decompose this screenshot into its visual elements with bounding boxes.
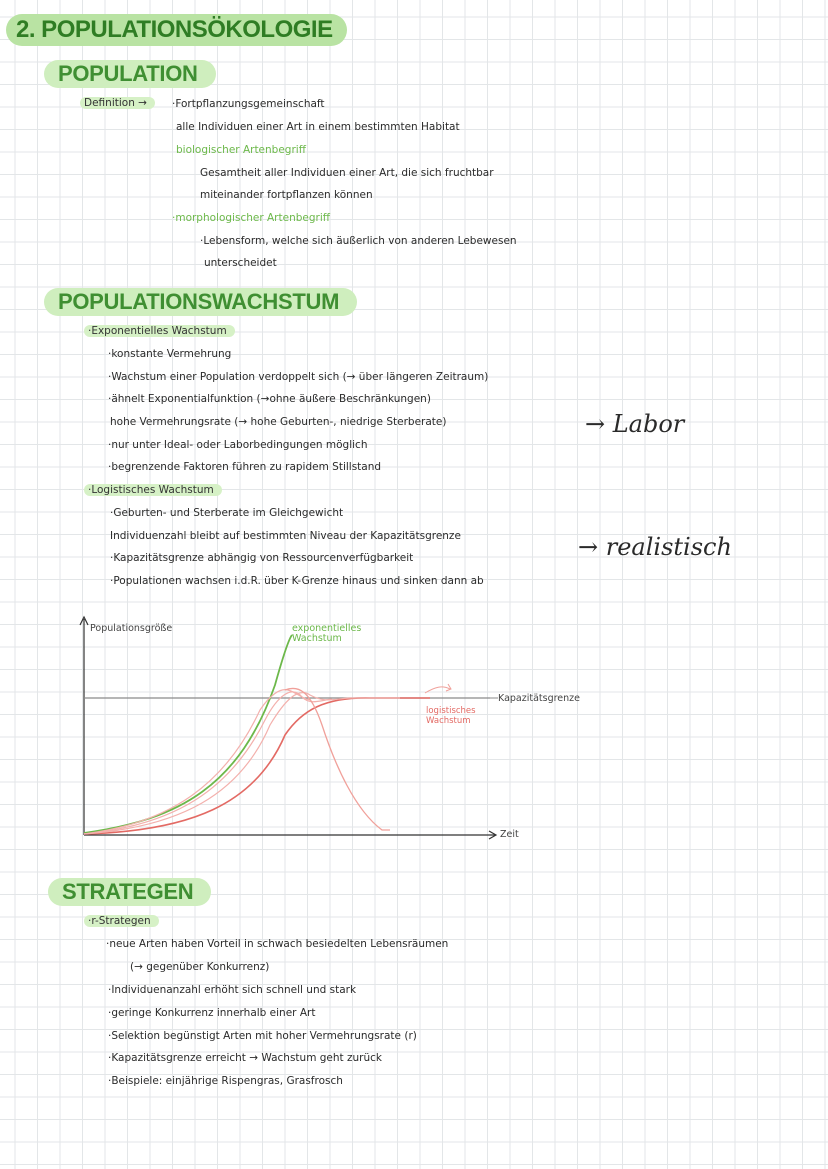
subheading-logistisch: ·Logistisches Wachstum [84, 484, 222, 496]
text-line: miteinander fortpflanzen können [200, 189, 373, 201]
text-line: (→ gegenüber Konkurrenz) [130, 961, 270, 973]
text-line: unterscheidet [204, 257, 277, 269]
note-labor: → Labor [585, 410, 685, 438]
text-line: ·Lebensform, welche sich äußerlich von anderen Lebewesen [200, 235, 517, 247]
exponential-label: exponentielles [292, 623, 362, 634]
heading-population: POPULATION [44, 60, 216, 88]
capacity-label: Kapazitätsgrenze [498, 693, 581, 704]
x-axis-label: Zeit [500, 829, 519, 840]
definition-label: Definition → [80, 97, 155, 109]
text-line: ·begrenzende Faktoren führen zu rapidem Stillstand [108, 461, 382, 473]
text-line: ·Wachstum einer Population verdoppelt sich (→ über längeren Zeitraum) [108, 371, 489, 383]
text-line: ·Kapazitätsgrenze abhängig von Ressourcenverfügbarkeit [110, 552, 414, 564]
growth-chart [70, 615, 630, 845]
text-line: ·Selektion begünstigt Arten mit hoher Vermehrungsrate (r) [108, 1030, 417, 1042]
heading-strategen: STRATEGEN [48, 878, 211, 906]
logistic-curve-4 [84, 690, 310, 834]
text-line: ·Individuenanzahl erhöht sich schnell und stark [108, 984, 357, 996]
logistic-tail-arrow [425, 684, 451, 693]
text-line: ·Kapazitätsgrenze erreicht → Wachstum geht zurück [108, 1052, 382, 1064]
subheading-exponentiell: ·Exponentielles Wachstum [84, 325, 235, 337]
subheading-morphologisch: ·morphologischer Artenbegriff [172, 212, 330, 224]
page-title: 2. POPULATIONSÖKOLOGIE [6, 14, 347, 46]
text-line: ·Beispiele: einjährige Rispengras, Grasfrosch [108, 1075, 343, 1087]
logistic-label-2: Wachstum [426, 716, 471, 726]
text-line: ·nur unter Ideal- oder Laborbedingungen möglich [108, 439, 368, 451]
y-axis-label: Populationsgröße [90, 623, 173, 634]
text-line: ·konstante Vermehrung [108, 348, 232, 360]
exponential-label-2: Wachstum [292, 633, 342, 644]
text-line: ·geringe Konkurrenz innerhalb einer Art [108, 1007, 316, 1019]
logistic-curve-2 [84, 693, 400, 834]
text-line: alle Individuen einer Art in einem bestimmten Habitat [176, 121, 460, 133]
text-line: ·Fortpflanzungsgemeinschaft [172, 98, 325, 110]
overshoot-decline-curve [285, 688, 390, 830]
text-line: Gesamtheit aller Individuen einer Art, die sich fruchtbar [200, 167, 494, 179]
subheading-biologisch: biologischer Artenbegriff [176, 144, 306, 156]
subheading-r-strategen: ·r-Strategen [84, 915, 159, 927]
exponential-curve [84, 635, 292, 833]
text-line: Individuenzahl bleibt auf bestimmten Niveau der Kapazitätsgrenze [110, 530, 461, 542]
heading-wachstum: POPULATIONSWACHSTUM [44, 288, 357, 316]
text-line: ·Geburten- und Sterberate im Gleichgewicht [110, 507, 344, 519]
logistic-label: logistisches [426, 706, 476, 716]
text-line: ·neue Arten haben Vorteil in schwach besiedelten Lebensräumen [106, 938, 449, 950]
text-line: ·Populationen wachsen i.d.R. über K-Grenze hinaus und sinken dann ab [110, 575, 484, 587]
logistic-curve-main [84, 698, 430, 834]
note-realistisch: → realistisch [578, 533, 732, 561]
text-line: ·ähnelt Exponentialfunktion (→ohne äußere Beschränkungen) [108, 393, 431, 405]
text-line: hohe Vermehrungsrate (→ hohe Geburten-, niedrige Sterberate) [110, 416, 447, 428]
